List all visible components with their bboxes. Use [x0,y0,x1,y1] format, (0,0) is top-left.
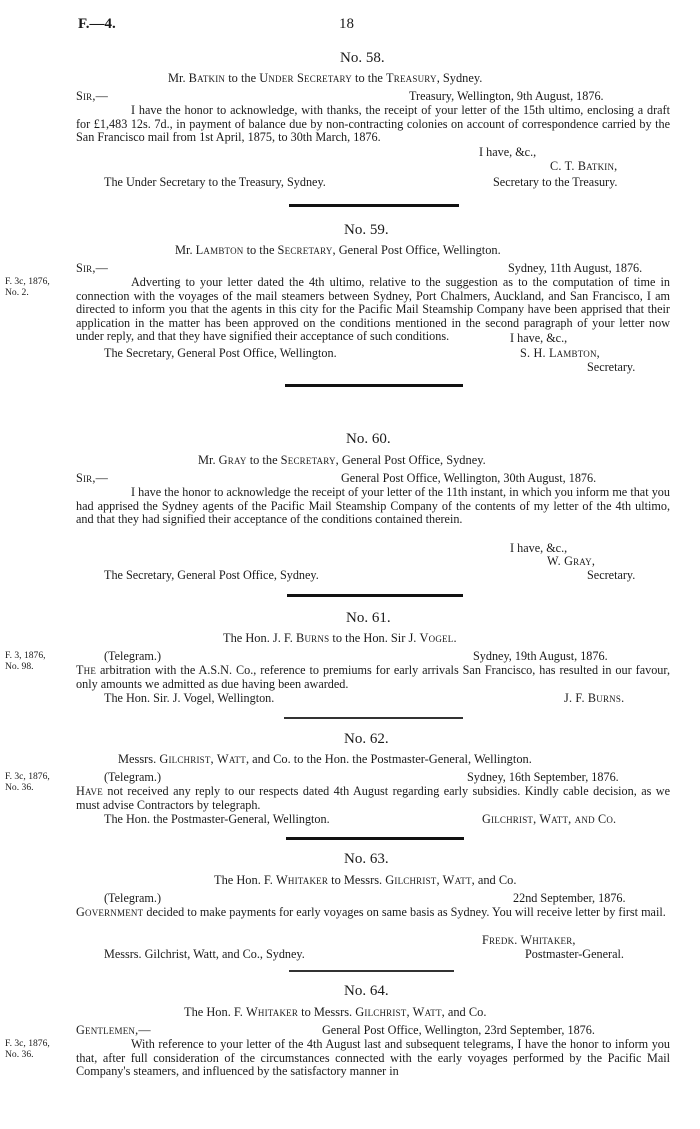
signature: Gilchrist, Watt, and Co. [482,812,617,826]
signature: J. F. Burns. [564,691,625,705]
letter-number: No. 59. [344,222,389,238]
signature: W. Gray, [547,554,596,568]
addressee: The Hon. Sir. J. Vogel, Wellington. [104,691,275,705]
place-date: Sydney, 19th August, 1876. [473,649,608,663]
page-number: 18 [339,16,354,32]
letter-body: Government decided to make payments for early voyages on same basis as Sydney. You will receive letter by first mail. [76,905,666,919]
telegram-label: (Telegram.) [104,770,162,784]
letter-title: Messrs. Gilchrist, Watt, and Co. to the Hon. the Postmaster-General, Wellington. [118,752,532,766]
place-date: General Post Office, Wellington, 30th August, 1876. [341,471,597,485]
letter-body: The arbitration with the A.S.N. Co., reference to premiums for early arrivals San Francisco, has resulted in our favour, only amounts we admitted as due having been awarded. [76,663,670,691]
letter-number: No. 63. [344,851,389,867]
signature-title: Secretary. [587,360,636,374]
letter-body: I have the honor to acknowledge, with thanks, the receipt of your letter of the 15th ultimo, enclosing a draft for £1,483 12s. 7d., in payment of balance due by non-contracting colonies on account of correspondence carried by the San Francisco mail from 1st April, 1875, to 30th March, 1876. [76,103,670,145]
letter-body: With reference to your letter of the 4th August last and subsequent telegrams, I have the honor to inform you that, after full consideration of the circumstances connected with the early voyages performed by the Pacific Mail Company's steamers, and influenced by the satisfactory manner in [76,1037,670,1079]
place-date: 22nd September, 1876. [513,891,626,905]
closing: I have, &c., [510,331,568,345]
addressee: The Secretary, General Post Office, Sydney. [104,568,319,582]
signature: Fredk. Whitaker, [482,933,576,947]
salutation: Gentlemen,— [76,1023,151,1037]
letter-title: The Hon. F. Whitaker to Messrs. Gilchrist, Watt, and Co. [184,1005,487,1019]
salutation: Sir,— [76,89,109,103]
addressee: The Secretary, General Post Office, Wellington. [104,346,337,360]
signature: S. H. Lambton, [520,346,600,360]
letter-body: I have the honor to acknowledge the receipt of your letter of the 11th instant, in which you inform me that you had apprised the Sydney agents of the Pacific Mail Steamship Company of the contents of my letter of the 4th ultimo, and that they had signified their acceptance of the conditions contained therein. [76,485,670,527]
letter-body: Adverting to your letter dated the 4th ultimo, relative to the suggestion as to the computation of time in connection with the voyages of the mail steamers between Sydney, Port Chalmers, Auckland, and San Francisco, I am directed to inform you that the agents in this city for the Pacific Mail Steamship Company have been apprised that their application in the matter has been approved on the conditions mentioned in the second paragraph of your letter now under reply, and that they have signified their acceptance of such conditions. [76,275,670,344]
letter-number: No. 62. [344,731,389,747]
closing: I have, &c., [510,541,568,555]
letter-number: No. 64. [344,983,389,999]
signature-title: Secretary. [587,568,636,582]
place-date: General Post Office, Wellington, 23rd September, 1876. [322,1023,595,1037]
document-code: F.—4. [78,16,116,32]
letter-title: Mr. Gray to the Secretary, General Post Office, Sydney. [198,453,486,467]
margin-reference: F. 3c, 1876, No. 2. [5,276,50,298]
closing: I have, &c., [479,145,537,159]
letter-body: Have not received any reply to our respects dated 4th August regarding early subsidies. Kindly cable decision, as we must advise Contractors by telegraph. [76,784,670,812]
signature-title: Postmaster-General. [525,947,624,961]
place-date: Sydney, 16th September, 1876. [467,770,619,784]
salutation: Sir,— [76,471,109,485]
telegram-label: (Telegram.) [104,649,162,663]
signature-title: Secretary to the Treasury. [493,175,618,189]
salutation: Sir,— [76,261,109,275]
telegram-label: (Telegram.) [104,891,162,905]
addressee: The Hon. the Postmaster-General, Wellington. [104,812,330,826]
section-divider [286,837,464,840]
section-divider [289,970,454,972]
letter-title: Mr. Batkin to the Under Secretary to the Treasury, Sydney. [168,71,483,85]
addressee: The Under Secretary to the Treasury, Sydney. [104,175,326,189]
section-divider [285,384,463,387]
letter-number: No. 61. [346,610,391,626]
letter-number: No. 58. [340,50,385,66]
addressee: Messrs. Gilchrist, Watt, and Co., Sydney. [104,947,305,961]
signature: C. T. Batkin, [550,159,618,173]
place-date: Sydney, 11th August, 1876. [508,261,643,275]
margin-reference: F. 3c, 1876, No. 36. [5,1038,50,1060]
margin-reference: F. 3c, 1876, No. 36. [5,771,50,793]
place-date: Treasury, Wellington, 9th August, 1876. [409,89,604,103]
margin-reference: F. 3, 1876, No. 98. [5,650,46,672]
section-divider [287,594,463,597]
section-divider [289,204,459,207]
letter-title: The Hon. J. F. Burns to the Hon. Sir J. Vogel. [223,631,457,645]
letter-title: Mr. Lambton to the Secretary, General Post Office, Wellington. [175,243,501,257]
letter-number: No. 60. [346,431,391,447]
section-divider [284,717,463,719]
letter-title: The Hon. F. Whitaker to Messrs. Gilchrist, Watt, and Co. [214,873,517,887]
